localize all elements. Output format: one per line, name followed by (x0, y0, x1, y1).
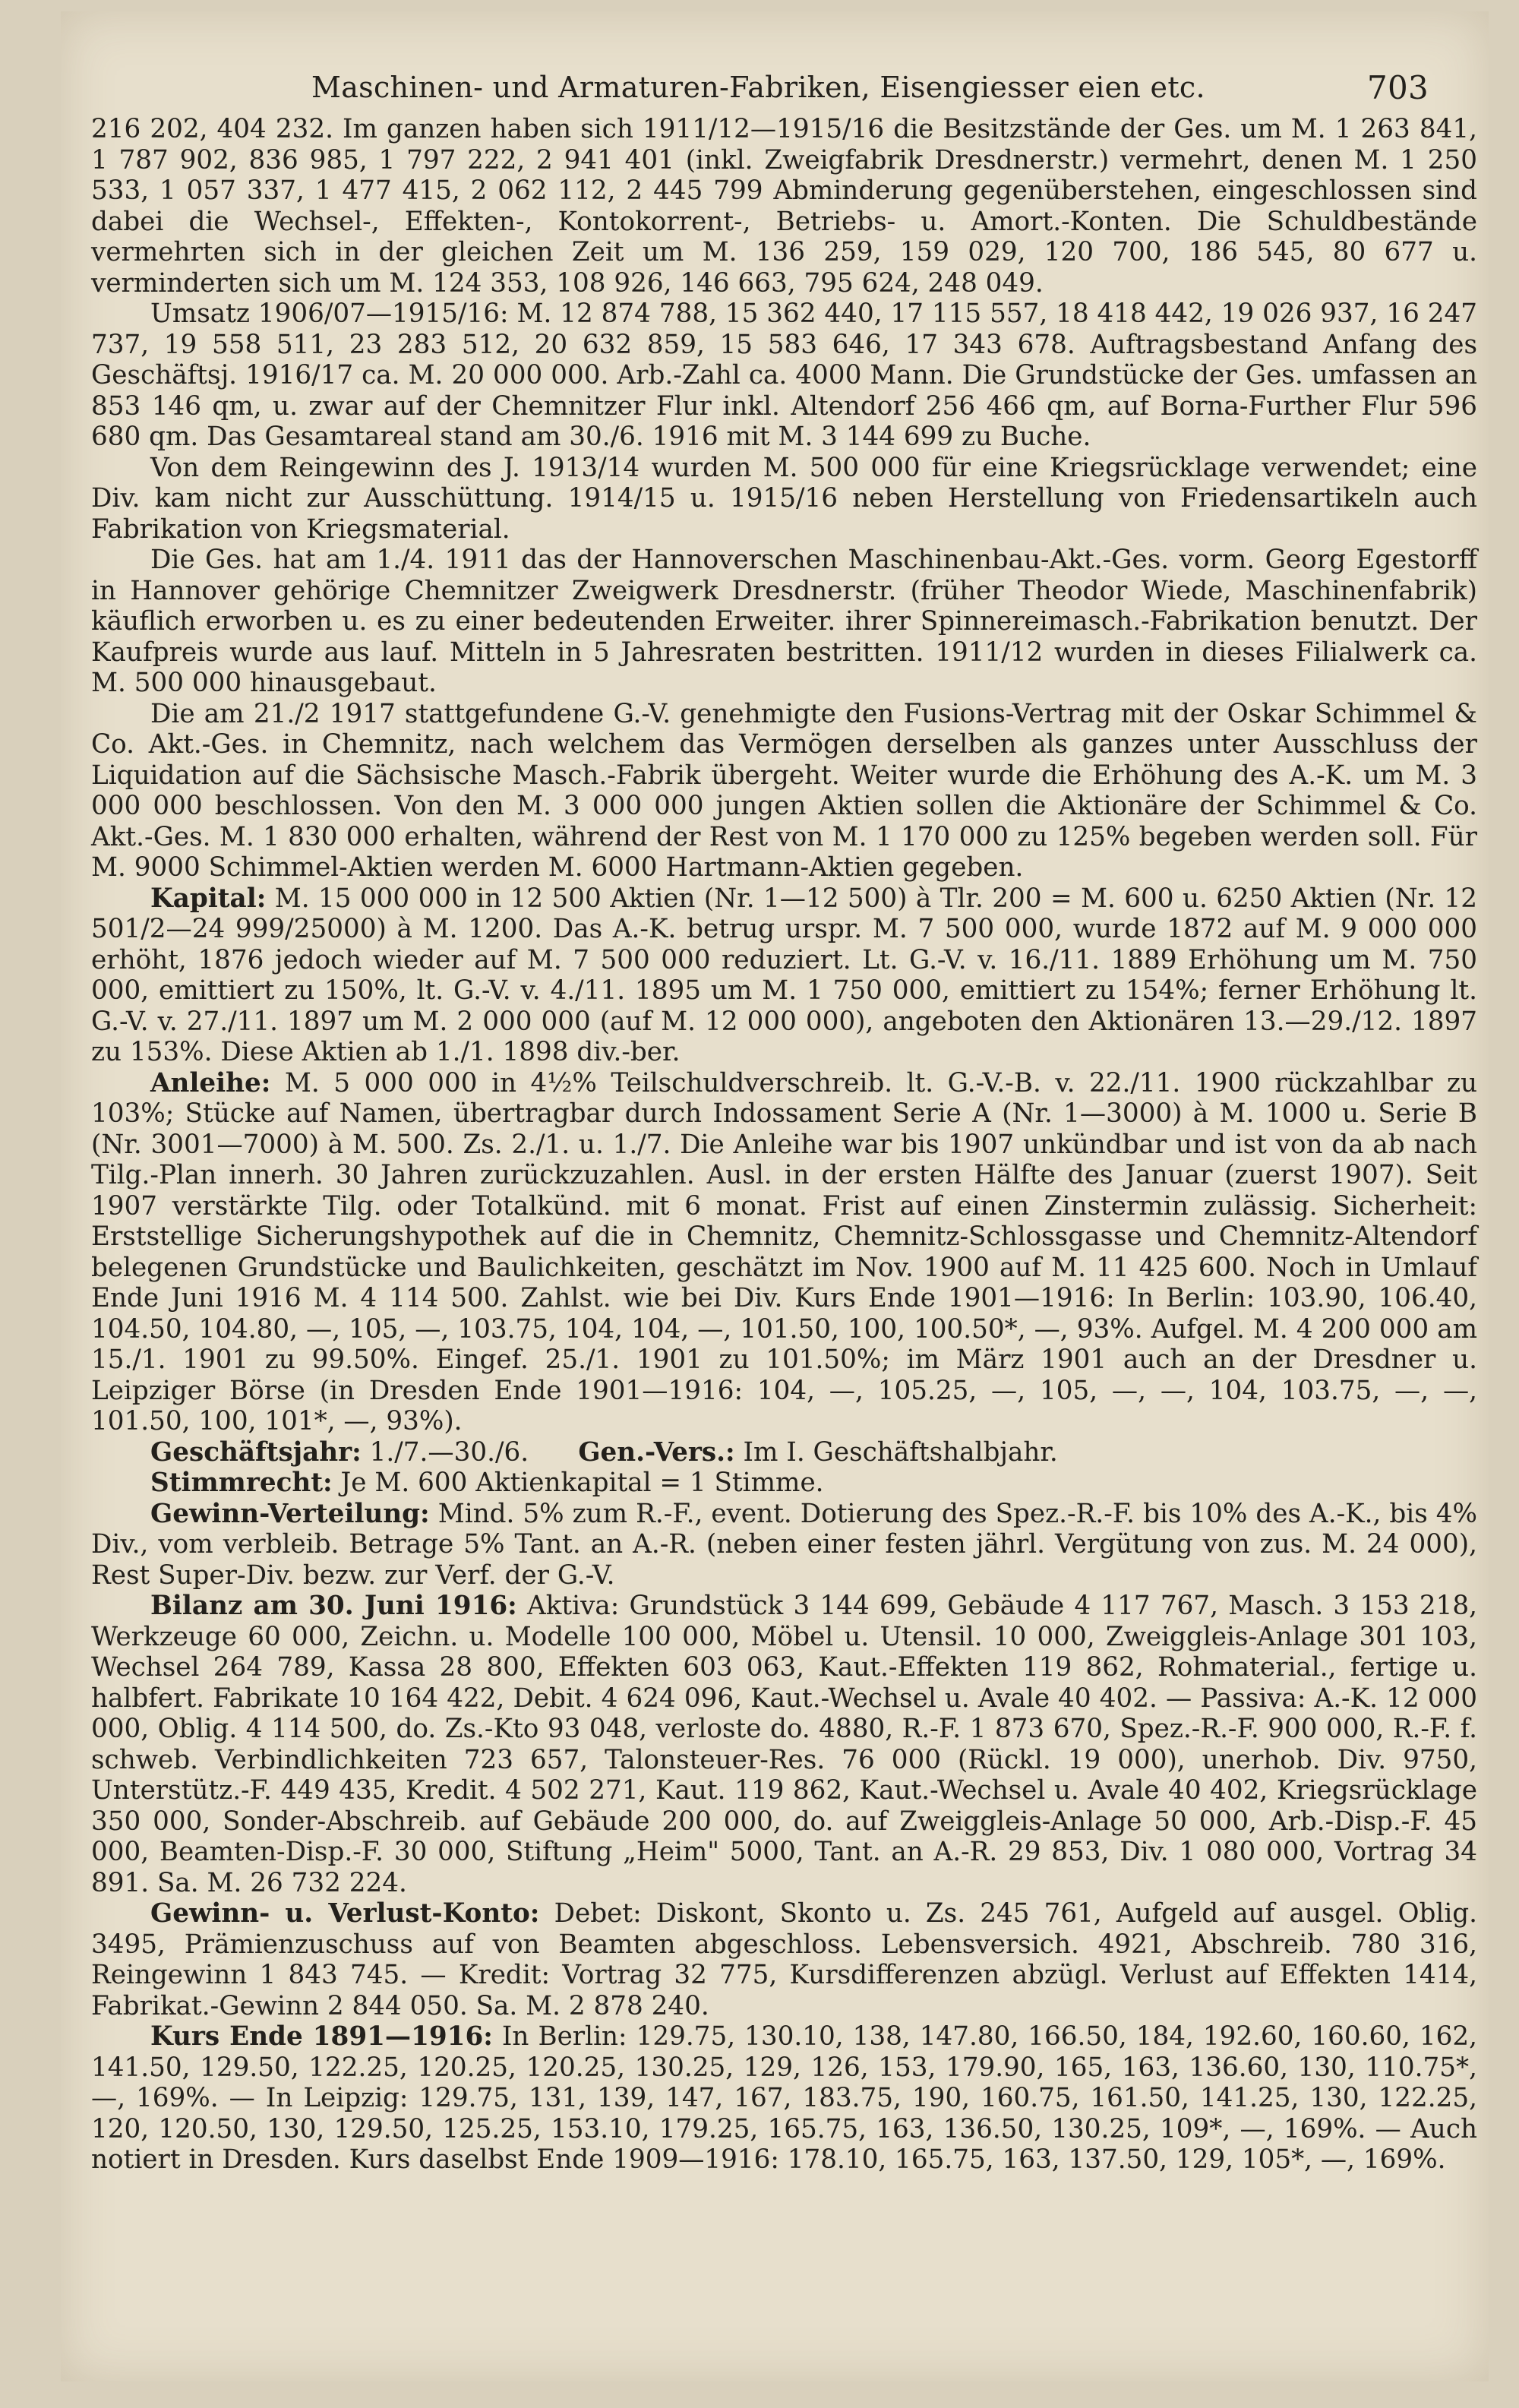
book-page (61, 11, 1489, 2381)
text-gewinn-verteilung: Mind. 5% zum R.-F., event. Dotierung des Spez.-R.-F. bis 10% des A.-K., bis 4% Div., vom verbleib. Betrage 5% Tant. an A.-R. (neben einer festen jährl. Vergütung von zus. M. 24 000), Rest Super-Div. bezw. zur Verf. der G.-V. (91, 1498, 1478, 1591)
label-gen-vers: Gen.-Vers.: (578, 1436, 735, 1468)
text-gen-vers: Im I. Geschäftshalbjahr. (743, 1436, 1058, 1468)
page-number: 703 (1367, 69, 1429, 106)
label-gewinn-verteilung: Gewinn-Verteilung: (150, 1498, 430, 1529)
paragraph-anleihe (91, 1068, 1477, 1437)
paragraph-kapital (91, 883, 1477, 1068)
paragraph-gewinn-verteilung (91, 1499, 1477, 1591)
text-stimmrecht: Je M. 600 Aktienkapital = 1 Stimme. (340, 1468, 824, 1498)
label-kapital: Kapital: (150, 883, 267, 914)
paragraph-umsatz: Umsatz 1906/07—1915/16: M. 12 874 788, 15 362 440, 17 115 557, 18 418 442, 19 026 937, 16 247 737, 19 558 511, 23 283 512, 20 632 859, 15 583 646, 17 343 678. Auftragsbestand Anfang des Geschäftsj. 1916/17 ca. M. 20 000 000. Arb.-Zahl ca. 4000 Mann. Die Grundstücke der Ges. umfassen an 853 146 qm, u. zwar auf der Chemnitzer Flur inkl. Altendorf 256 466 qm, auf Borna-Further Flur 596 680 qm. Das Gesamtareal stand am 30./6. 1916 mit M. 3 144 699 zu Buche. (91, 299, 1477, 452)
text-geschaeftsjahr: 1./7.—30./6. (369, 1436, 529, 1468)
paragraph-stimmrecht (91, 1468, 1477, 1499)
text-kurs: In Berlin: 129.75, 130.10, 138, 147.80, 166.50, 184, 192.60, 160.60, 162, 141.50, 129.50, 122.25, 120.25, 120.25, 130.25, 129, 126, 153, 179.90, 165, 163, 136.60, 130, 110.75*, —, 169%. — In Leipzig: 129.75, 131, 139, 147, 167, 183.75, 190, 160.75, 161.50, 141.25, 130, 122.25, 120, 120.50, 130, 129.50, 125.25, 153.10, 179.25, 165.75, 163, 136.50, 130.25, 109*, —, 169%. — Auch notiert in Dresden. Kurs daselbst Ende 1909—1916: 178.10, 165.75, 163, 137.50, 129, 105*, —, 169%. (91, 2021, 1478, 2175)
label-gewinn-verlust: Gewinn- u. Verlust-Konto: (150, 1898, 540, 1929)
label-bilanz: Bilanz am 30. Juni 1916: (150, 1591, 517, 1621)
paragraph-zweigwerk: Die Ges. hat am 1./4. 1911 das der Hannoverschen Maschinenbau-Akt.-Ges. vorm. Georg Egestorff in Hannover gehörige Chemnitzer Zweigwerk Dresdnerstr. (früher Theodor Wiede, Maschinenfabrik) käuflich erworben u. es zu einer bedeutenden Erweiter. ihrer Spinnereimasch.-Fabrikation benutzt. Der Kaufpreis wurde aus lauf. Mitteln in 5 Jahresraten bestritten. 1911/12 wurden in dieses Filialwerk ca. M. 500 000 hinausgebaut. (91, 545, 1477, 698)
text-anleihe: M. 5 000 000 in 4½% Teilschuldverschreib. lt. G.-V.-B. v. 22./11. 1900 rückzahlbar zu 103%; Stücke auf Namen, übertragbar durch Indossament Serie A (Nr. 1—3000) à M. 1000 u. Serie B (Nr. 3001—7000) à M. 500. Zs. 2./1. u. 1./7. Die Anleihe war bis 1907 unkündbar und ist von da ab nach Tilg.-Plan innerh. 30 Jahren zurückzuzahlen. Ausl. in der ersten Hälfte des Januar (zuerst 1907). Seit 1907 verstärkte Tilg. oder Totalkünd. mit 6 monat. Frist auf einen Zinstermin zulässig. Sicherheit: Erststellige Sicherungshypothek auf die in Chemnitz, Chemnitz-Schlossgasse und Chemnitz-Altendorf belegenen Grundstücke und Baulichkeiten, geschätzt im Nov. 1900 auf M. 11 425 600. Noch in Umlauf Ende Juni 1916 M. 4 114 500. Zahlst. wie bei Div. Kurs Ende 1901—1916: In Berlin: 103.90, 106.40, 104.50, 104.80, —, 105, —, 103.75, 104, 104, —, 101.50, 100, 100.50*, —, 93%. Aufgel. M. 4 200 000 am 15./1. 1901 zu 99.50%. Eingef. 25./1. 1901 zu 101.50%; im März 1901 auch an der Dresdner u. Leipziger Börse (in Dresden Ende 1901—1916: 104, —, 105.25, —, 105, —, —, 104, 103.75, —, —, 101.50, 100, 101*, —, 93%). (91, 1067, 1477, 1436)
paragraph-bilanz (91, 1591, 1477, 1898)
paragraph-kurs (91, 2021, 1477, 2176)
text-bilanz: Aktiva: Grundstück 3 144 699, Gebäude 4 117 767, Masch. 3 153 218, Werkzeuge 60 000, Zeichn. u. Modelle 100 000, Möbel u. Utensil. 10 000, Zweiggleis-Anlage 301 103, Wechsel 264 789, Kassa 28 800, Effekten 603 063, Kaut.-Effekten 119 862, Rohmaterial., fertige u. halbfert. Fabrikate 10 164 422, Debit. 4 624 096, Kaut.-Wechsel u. Avale 40 402. — Passiva: A.-K. 12 000 000, Oblig. 4 114 500, do. Zs.-Kto 93 048, verloste do. 4880, R.-F. 1 873 670, Spez.-R.-F. 900 000, R.-F. f. schweb. Verbindlichkeiten 723 657, Talonsteuer-Res. 76 000 (Rückl. 19 000), unerhob. Div. 9750, Unterstütz.-F. 449 435, Kredit. 4 502 271, Kaut. 119 862, Kaut.-Wechsel u. Avale 40 402, Kriegsrücklage 350 000, Sonder-Abschreib. auf Gebäude 200 000, do. auf Zweiggleis-Anlage 50 000, Arb.-Disp.-F. 45 000, Beamten-Disp.-F. 30 000, Stiftung „Heim" 5000, Tant. an A.-R. 29 853, Div. 1 080 000, Vortrag 34 891. Sa. M. 26 732 224. (91, 1591, 1477, 1898)
paragraph-fusion: Die am 21./2 1917 stattgefundene G.-V. genehmigte den Fusions-Vertrag mit der Oskar Schimmel & Co. Akt.-Ges. in Chemnitz, nach welchem das Vermögen derselben als ganzes unter Ausschluss der Liquidation auf die Sächsische Masch.-Fabrik übergeht. Weiter wurde die Erhöhung des A.-K. um M. 3 000 000 beschlossen. Von den M. 3 000 000 jungen Aktien sollen die Aktionäre der Schimmel & Co. Akt.-Ges. M. 1 830 000 erhalten, während der Rest von M. 1 170 000 zu 125% begeben werden soll. Für M. 9000 Schimmel-Aktien werden M. 6000 Hartmann-Aktien gegeben. (91, 698, 1477, 883)
paragraph-reingewinn: Von dem Reingewinn des J. 1913/14 wurden M. 500 000 für eine Kriegsrücklage verwendet; eine Div. kam nicht zur Ausschüttung. 1914/15 u. 1915/16 neben Herstellung von Friedensartikeln auch Fabrikation von Kriegsmaterial. (91, 452, 1477, 545)
label-kurs: Kurs Ende 1891—1916: (150, 2021, 493, 2052)
paragraph-geschaeftsjahr (91, 1437, 1477, 1468)
label-stimmrecht: Stimmrecht: (150, 1468, 333, 1498)
text-body (91, 114, 1477, 2176)
paragraph-besitzstaende: 216 202, 404 232. Im ganzen haben sich 1911/12—1915/16 die Besitzstände der Ges. um M. 1 263 841, 1 787 902, 836 985, 1 797 222, 2 941 401 (inkl. Zweigfabrik Dresdnerstr.) vermehrt, denen M. 1 250 533, 1 057 337, 1 477 415, 2 062 112, 2 445 799 Abminderung gegenüberstehen, eingeschlossen sind dabei die Wechsel-, Effekten-, Kontokorrent-, Betriebs- u. Amort.-Konten. Die Schuldbestände vermehrten sich in der gleichen Zeit um M. 136 259, 159 029, 120 700, 186 545, 80 677 u. verminderten sich um M. 124 353, 108 926, 146 663, 795 624, 248 049. (91, 114, 1477, 299)
label-geschaeftsjahr: Geschäftsjahr: (150, 1436, 362, 1468)
running-head (61, 57, 1489, 110)
running-head-title: Maschinen- und Armaturen-Fabriken, Eisengiesser eien etc. (311, 71, 1205, 104)
text-gewinn-verlust: Debet: Diskont, Skonto u. Zs. 245 761, Aufgeld auf ausgel. Oblig. 3495, Prämienzuschuss auf von Beamten abgeschloss. Lebensversich. 4921, Abschreib. 780 316, Reingewinn 1 843 745. — Kredit: Vortrag 32 775, Kursdifferenzen abzügl. Verlust auf Effekten 1414, Fabrikat.-Gewinn 2 844 050. Sa. M. 2 878 240. (91, 1898, 1477, 2021)
text-kapital: M. 15 000 000 in 12 500 Aktien (Nr. 1—12 500) à Tlr. 200 = M. 600 u. 6250 Aktien (Nr. 12 501/2—24 999/25000) à M. 1200. Das A.-K. betrug urspr. M. 7 500 000, wurde 1872 auf M. 9 000 000 erhöht, 1876 jedoch wieder auf M. 7 500 000 reduziert. Lt. G.-V. v. 16./11. 1889 Erhöhung um M. 750 000, emittiert zu 150%, lt. G.-V. v. 4./11. 1895 um M. 1 750 000, emittiert zu 154%; ferner Erhöhung lt. G.-V. v. 27./11. 1897 um M. 2 000 000 (auf M. 12 000 000), angeboten den Aktionären 13.—29./12. 1897 zu 153%. Diese Aktien ab 1./1. 1898 div.-ber. (91, 883, 1478, 1067)
paragraph-gewinn-verlust (91, 1898, 1477, 2021)
label-anleihe: Anleihe: (150, 1067, 271, 1098)
